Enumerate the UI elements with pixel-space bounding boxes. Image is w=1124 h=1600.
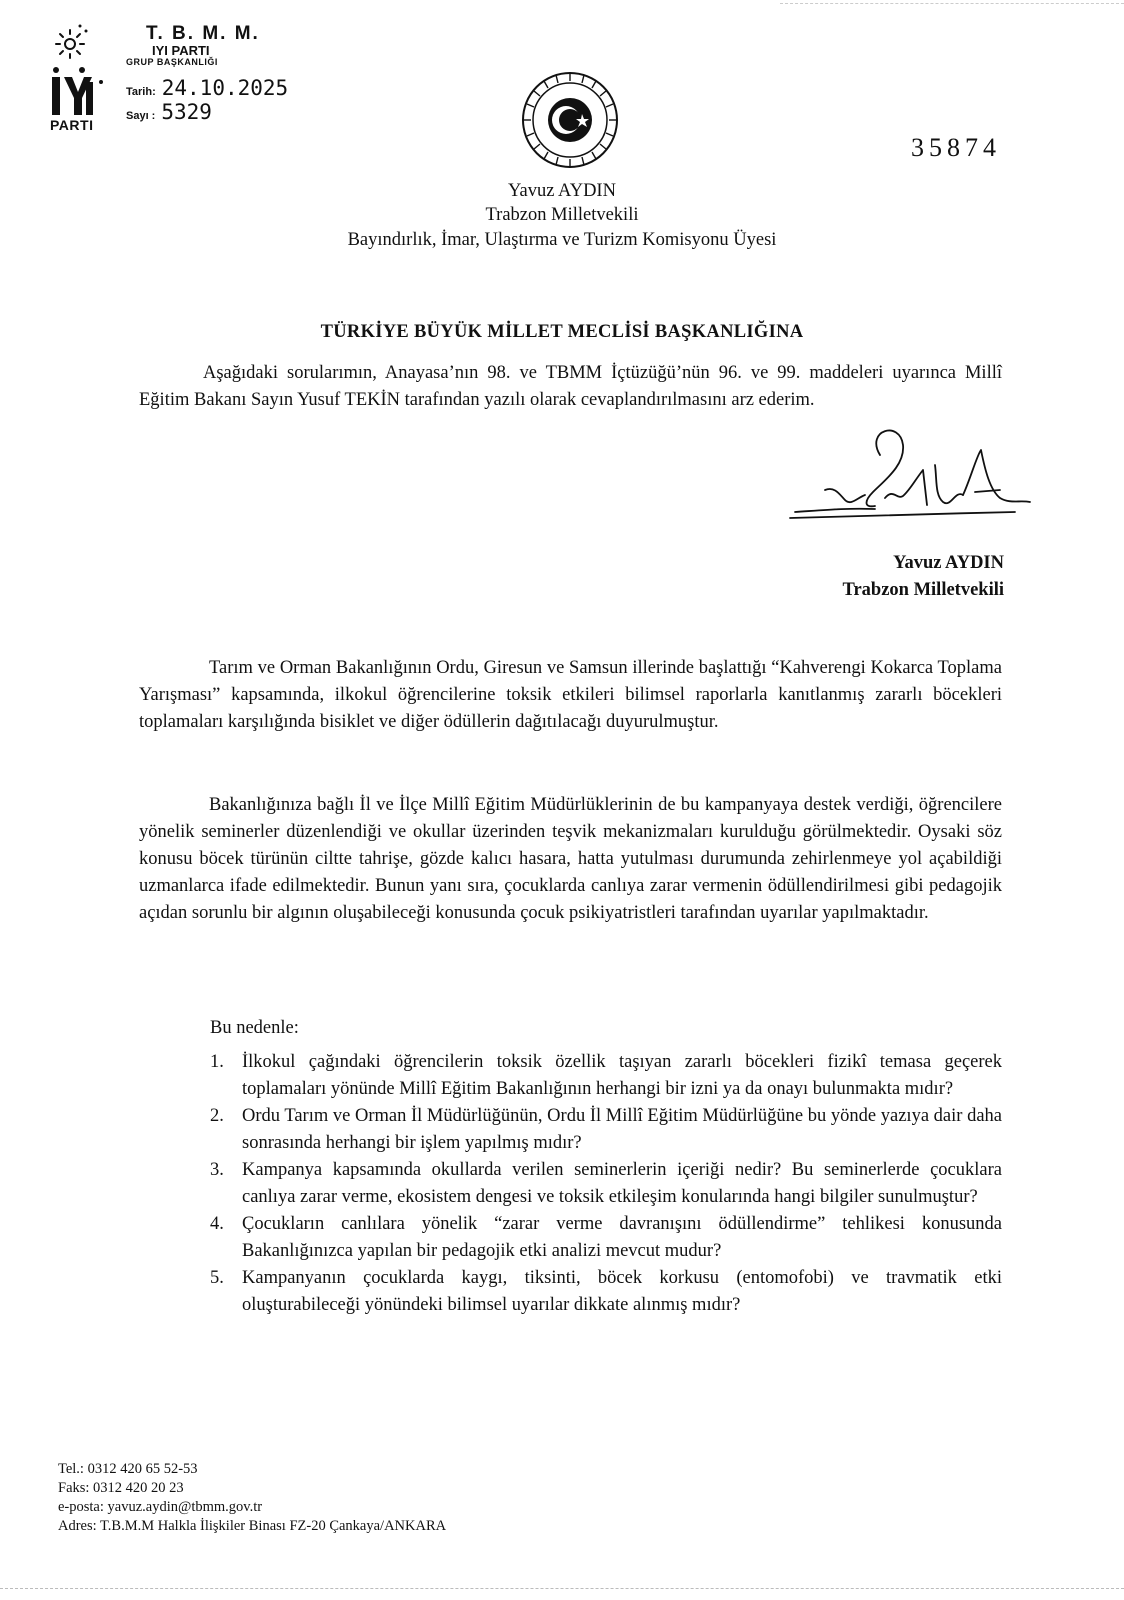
question-number: 2. [210,1106,224,1126]
question-item [210,1049,1002,1103]
question-number: 5. [210,1268,224,1288]
stamp-date-value: 24.10.2025 [161,76,289,101]
sender-role: Trabzon Milletvekili [485,205,639,225]
question-text: Kampanyanın çocuklarda kaygı, tiksinti, böcek korkusu (entomofobi) ve travmatik etki oluşturabileceği yönündeki bilimsel uyarılar dikkate alınmış mıdır? [242,1268,1002,1315]
stamp-date-row [126,77,288,99]
question-text: İlkokul çağındaki öğrencilerin toksik özellik taşıyan zararlı böcekleri fizikî temasa geçerek toplamaları yönünde Millî Eğitim Bakanlığının herhangi bir izni ya da onayı bulunmakta mıdır? [242,1052,1002,1099]
contact-email: e-posta: yavuz.aydin@tbmm.gov.tr [58,1499,263,1515]
contact-tel: Tel.: 0312 420 65 52-53 [58,1461,198,1477]
question-number: 3. [210,1160,224,1180]
question-item [210,1157,1002,1211]
stamp-number-row [126,101,288,123]
questions-list [210,1049,1002,1319]
body-paragraph-2: Bakanlığınıza bağlı İl ve İlçe Millî Eğitim Müdürlüklerinin de bu kampanyaya destek verdiği, öğrencilere yönelik seminerler düzenlendiği ve okullar üzerinden teşvik mekanizmaları kurulduğu görülmektedir. Oysaki söz konusu böcek türünün ciltte tahrişe, gözde kalıcı hasara, hatta yutulması durumunda zehirlenmeye yol açabildiği uzmanlarca ifade edilmektedir. Bunun yanı sıra, çocuklarda canlıya zarar vermenin ödüllendirilmesi gibi pedagojik açıdan sorunlu bir algının oluşabileceği konusunda çocuk psikiyatristleri tarafından uyarılar yapılmaktadır. [139,795,1002,923]
question-item [210,1103,1002,1157]
stamp-number-label: Sayı : [126,110,156,123]
stamp-tbmm: T. B. M. M. [146,23,260,44]
sender-committee: Bayındırlık, İmar, Ulaştırma ve Turizm Komisyonu Üyesi [347,230,777,250]
body-paragraph-1: Tarım ve Orman Bakanlığının Ordu, Giresun ve Samsun illerinde başlattığı “Kahverengi Kokarca Toplama Yarışması” kapsamında, ilkokul öğrencilerine toksik etkileri bilimsel raporlarla kanıtlanmış zararlı böcekleri toplamaları karşılığında bisiklet ve diğer ödüllerin dağıtılacağı duyurulmuştur. [139,658,1002,732]
tbmm-emblem-icon [520,70,620,170]
scan-edge-line-bottom [0,1588,1124,1590]
question-text: Kampanya kapsamında okullarda verilen seminerlerin içeriği nedir? Bu seminerlerde çocuklara canlıya zarar verme, ekosistem dengesi ve toksik etkileşim konularında hangi bilgiler sunulmuştur? [242,1160,1002,1207]
question-text: Çocukların canlılara yönelik “zarar verme davranışını ödüllendirme” tehlikesi konusunda Bakanlığınızca yapılan bir pedagojik etki analizi mevcut mudur? [242,1214,1002,1261]
stamp-group: GRUP BAŞKANLIĞI [126,56,218,67]
signature-title: Trabzon Milletvekili [842,580,1004,600]
party-word-label: PARTI [50,117,94,133]
questions-intro: Bu nedenle: [210,1018,299,1038]
contact-block [58,1460,446,1536]
receipt-stamp [126,24,288,123]
question-item [210,1211,1002,1265]
question-number: 4. [210,1214,224,1234]
question-number: 1. [210,1052,224,1072]
question-item [210,1265,1002,1319]
handwritten-signature [785,420,1040,535]
contact-address: Adres: T.B.M.M Halkla İlişkiler Binası FZ-20 Çankaya/ANKARA [58,1518,447,1534]
stamp-number-value: 5329 [161,100,212,125]
stamp-date-label: Tarih: [126,86,156,99]
intro-paragraph: Aşağıdaki sorularımın, Anayasa’nın 98. ve TBMM İçtüzüğü’nün 96. ve 99. maddeleri uyarınca Millî Eğitim Bakanı Sayın Yusuf TEKİN tarafından yazılı olarak cevaplandırılmasını arz ederim. [139,363,1002,410]
signature-name: Yavuz AYDIN [893,553,1004,573]
document-title: TÜRKİYE BÜYÜK MİLLET MECLİSİ BAŞKANLIĞINA [320,322,804,342]
sender-name: Yavuz AYDIN [508,181,616,201]
question-text: Ordu Tarım ve Orman İl Müdürlüğünün, Ordu İl Millî Eğitim Müdürlüğüne bu yönde yazıya dair daha sonrasında herhangi bir işlem yapılmış mıdır? [242,1106,1002,1153]
document-number: 35874 [911,133,1001,162]
contact-fax: Faks: 0312 420 20 23 [58,1480,184,1496]
scan-edge-line [780,3,1124,5]
stamp-party: IYI PARTI [152,42,210,58]
